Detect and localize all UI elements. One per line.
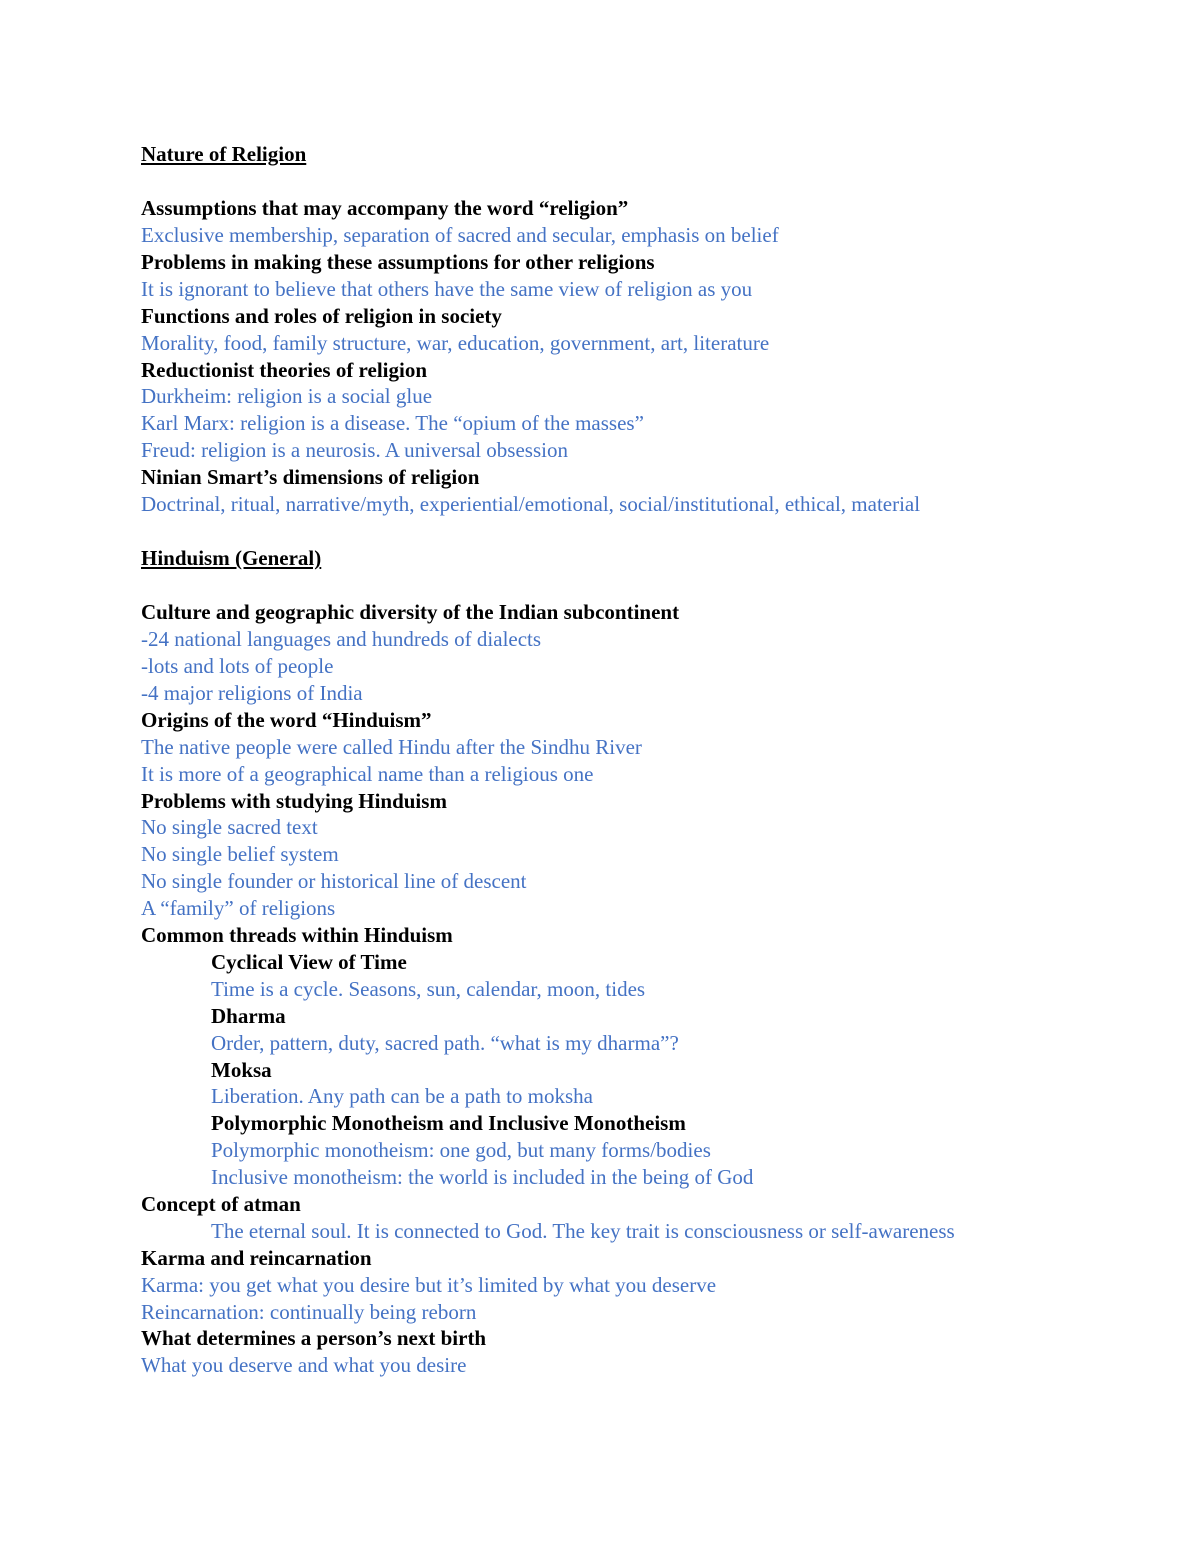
answer-problems-text: No single sacred text — [141, 815, 318, 840]
document-body — [141, 141, 1101, 1379]
answer-culture-languages: -24 national languages and hundreds of dialects — [141, 627, 542, 652]
answer-problems-belief: No single belief system — [141, 842, 339, 867]
subheading-moksa: Moksa — [211, 1057, 272, 1082]
answer-functions: Morality, food, family structure, war, education, government, art, literature — [141, 330, 770, 355]
question-reductionist: Reductionist theories of religion — [141, 357, 428, 382]
subheading-dharma: Dharma — [211, 1003, 286, 1028]
answer-cyclical-time: Time is a cycle. Seasons, sun, calendar, moon, tides — [211, 976, 646, 1001]
answer-reductionist-durkheim: Durkheim: religion is a social glue — [141, 384, 433, 409]
question-problems-hinduism: Problems with studying Hinduism — [141, 788, 447, 813]
question-origins: Origins of the word “Hinduism” — [141, 707, 432, 732]
answer-dharma: Order, pattern, duty, sacred path. “what is my dharma”? — [211, 1030, 679, 1055]
subheading-monotheism: Polymorphic Monotheism and Inclusive Monotheism — [211, 1111, 686, 1136]
answer-atman: The eternal soul. It is connected to God. The key trait is consciousness or self-awareness — [211, 1218, 955, 1243]
answer-origins-geographical: It is more of a geographical name than a religious one — [141, 761, 594, 786]
answer-problems-family: A “family” of religions — [141, 896, 336, 921]
section-title-hinduism: Hinduism (General) — [141, 546, 322, 571]
answer-reincarnation: Reincarnation: continually being reborn — [141, 1299, 477, 1324]
question-assumptions: Assumptions that may accompany the word “religion” — [141, 196, 629, 221]
section-title-nature-of-religion: Nature of Religion — [141, 142, 307, 166]
answer-smart-dimensions: Doctrinal, ritual, narrative/myth, experiential/emotional, social/institutional, ethical, material — [141, 491, 921, 516]
question-atman: Concept of atman — [141, 1191, 301, 1216]
answer-assumptions: Exclusive membership, separation of sacred and secular, emphasis on belief — [141, 223, 779, 248]
question-karma: Karma and reincarnation — [141, 1245, 372, 1270]
question-culture: Culture and geographic diversity of the Indian subcontinent — [141, 600, 680, 625]
answer-origins-native: The native people were called Hindu after the Sindhu River — [141, 734, 642, 759]
answer-reductionist-marx: Karl Marx: religion is a disease. The “opium of the masses” — [141, 411, 644, 436]
answer-inclusive-monotheism: Inclusive monotheism: the world is included in the being of God — [211, 1165, 754, 1190]
answer-karma: Karma: you get what you desire but it’s limited by what you deserve — [141, 1272, 717, 1297]
question-functions: Functions and roles of religion in society — [141, 303, 502, 328]
answer-culture-religions: -4 major religions of India — [141, 681, 363, 706]
blank-line — [141, 518, 1101, 545]
answer-problems-founder: No single founder or historical line of descent — [141, 869, 527, 894]
answer-culture-people: -lots and lots of people — [141, 654, 334, 679]
question-common-threads: Common threads within Hinduism — [141, 923, 453, 948]
blank-line — [141, 168, 1101, 195]
answer-reductionist-freud: Freud: religion is a neurosis. A universal obsession — [141, 438, 568, 463]
answer-moksa: Liberation. Any path can be a path to moksha — [211, 1084, 593, 1109]
question-smart-dimensions: Ninian Smart’s dimensions of religion — [141, 465, 480, 490]
question-problems-assumptions: Problems in making these assumptions for other religions — [141, 249, 655, 274]
blank-line — [141, 572, 1101, 599]
question-next-birth: What determines a person’s next birth — [141, 1326, 487, 1351]
answer-next-birth: What you deserve and what you desire — [141, 1353, 467, 1378]
subheading-cyclical-time: Cyclical View of Time — [211, 949, 407, 974]
answer-problems-assumptions: It is ignorant to believe that others have the same view of religion as you — [141, 276, 753, 301]
answer-polymorphic-monotheism: Polymorphic monotheism: one god, but many forms/bodies — [211, 1138, 711, 1163]
